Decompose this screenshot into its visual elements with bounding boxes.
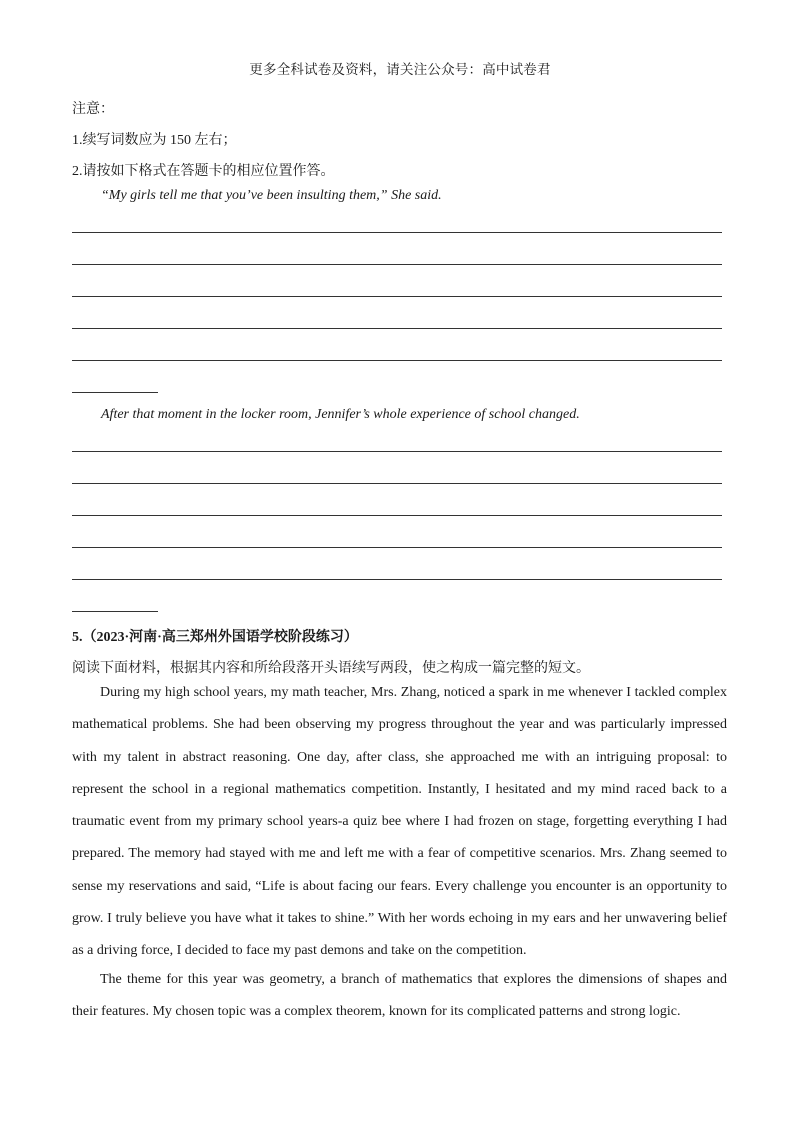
section2-opening: After that moment in the locker room, Jennifer’s whole experience of school changed. [101, 407, 580, 422]
note-item-2: 2.请按如下格式在答题卡的相应位置作答。 [72, 164, 335, 179]
answer-line [72, 579, 722, 580]
answer-line [72, 451, 722, 452]
answer-line [72, 360, 722, 361]
question-heading: 5.（2023·河南·高三郑州外国语学校阶段练习） [72, 630, 358, 645]
answer-line-short [72, 392, 158, 393]
answer-line-short [72, 611, 158, 612]
answer-line [72, 232, 722, 233]
page-header: 更多全科试卷及资料，请关注公众号：高中试卷君 [249, 62, 551, 77]
passage-paragraph-1: During my high school years, my math teacher, Mrs. Zhang, noticed a spark in me whenever I tackled complex mathematical problems. She had been observing my progress throughout the year and was particularly impressed with my talent in abstract reasoning. One day, after class, she approached me with an intriguing proposal: to represent the school in a regional mathematics competition. Instantly, I hesitated and my mind raced back to a traumatic event from my primary school years-a quiz bee where I had frozen on stage, forgetting everything I had prepared. The memory had stayed with me and left me with a fear of competitive scenarios. Mrs. Zhang seemed to sense my reservations and said, “Life is about facing our fears. Every challenge you encounter is an opportunity to grow. I truly believe you have what it takes to shine.” With her words echoing in my ears and her unwavering belief as a driving force, I decided to face my past demons and take on the competition. [72, 685, 727, 959]
answer-line [72, 328, 722, 329]
answer-line [72, 296, 722, 297]
answer-line [72, 547, 722, 548]
note-item-1: 1.续写词数应为 150 左右； [72, 133, 237, 148]
answer-line [72, 264, 722, 265]
question-instruction: 阅读下面材料，根据其内容和所给段落开头语续写两段，使之构成一篇完整的短文。 [72, 661, 590, 676]
answer-line [72, 483, 722, 484]
passage-paragraph-2: The theme for this year was geometry, a branch of mathematics that explores the dimensions of shapes and their features. My chosen topic was a complex theorem, known for its complicated patterns and strong logic. [72, 972, 727, 1020]
answer-line [72, 515, 722, 516]
section1-opening: “My girls tell me that you’ve been insulting them,” She said. [101, 188, 442, 203]
notes-title: 注意： [72, 102, 114, 117]
